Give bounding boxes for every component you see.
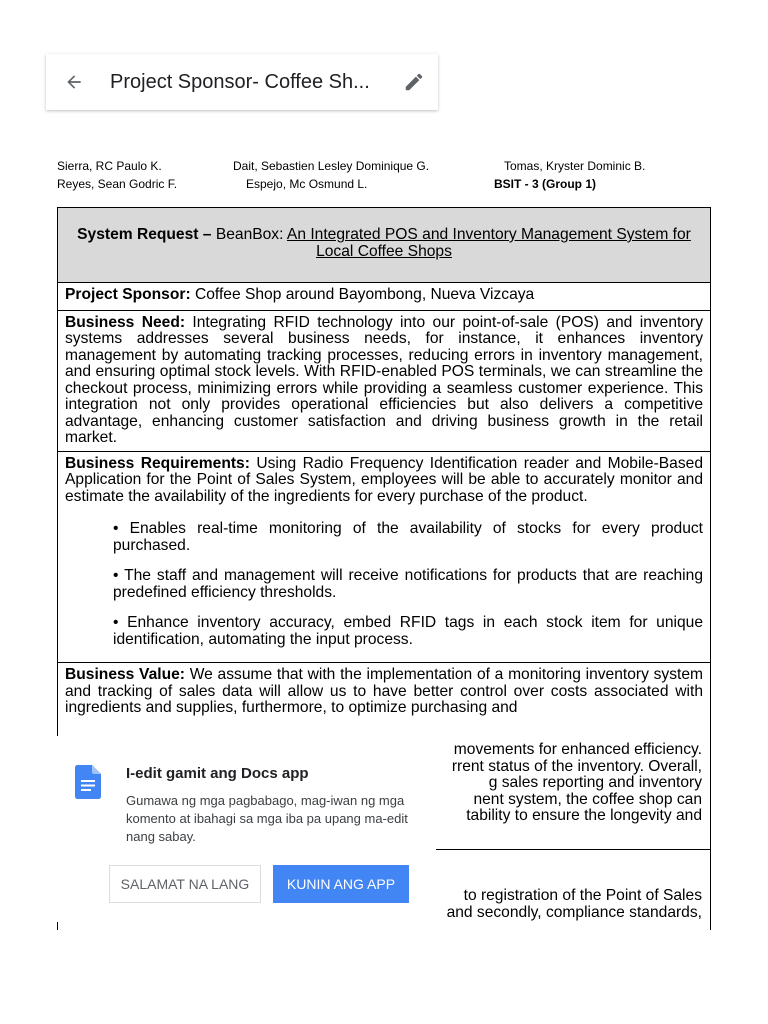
top-app-bar <box>46 54 438 110</box>
system-request-prefix: BeanBox: <box>211 226 287 243</box>
system-request-label: System Request – <box>77 226 212 243</box>
text-fragment: and secondly, compliance standards, <box>446 903 702 921</box>
requirement-bullet: • The staff and management will receive notifications for products that are reaching predefined efficiency thresholds. <box>113 567 703 601</box>
google-docs-icon <box>75 765 101 804</box>
group-members <box>57 157 717 193</box>
business-need-cell <box>58 311 710 452</box>
back-button[interactable] <box>46 54 102 110</box>
pencil-icon <box>403 71 425 93</box>
need-label: Business Need: <box>65 313 186 331</box>
req-text: Using Radio Frequency Identification reader and Mobile-Based Application for the Point of Sales System, employees will be able to accurately monitor and estimate the availability of the ingredients for every purchase of the product. <box>65 454 703 505</box>
edit-button[interactable] <box>390 54 438 110</box>
text-fragment: g sales reporting and inventory <box>488 774 702 791</box>
text-fragment: to registration of the Point of Sales <box>463 887 702 904</box>
get-app-button[interactable]: KUNIN ANG APP <box>273 865 409 903</box>
req-label: Business Requirements: <box>65 454 250 472</box>
promo-title: I-edit gamit ang Docs app <box>126 765 309 782</box>
requirement-bullet: • Enables real-time monitoring of the availability of stocks for every product purchased. <box>113 520 703 554</box>
document-title: Project Sponsor- Coffee Sh... <box>110 70 370 93</box>
member-name: Tomas, Kryster Dominic B. <box>504 159 646 173</box>
requirement-bullet: • Enhance inventory accuracy, embed RFID tags in each stock item for unique identification, automating the input process. <box>113 614 703 648</box>
promo-body: Gumawa ng mga pagbabago, mag-iwan ng mga komento at ibahagi sa mga iba pa upang ma-edit nang sabay. <box>126 793 408 844</box>
text-fragment: tability to ensure the longevity and <box>466 807 702 824</box>
system-request-header <box>58 208 710 283</box>
cell-divider <box>436 849 710 850</box>
need-text: Integrating RFID technology into our point-of-sale (POS) and inventory systems addresses several business needs, for instance, it enhances inventory management by automating tracking processes, reducing errors in inventory management, and ensuring optimal stock levels. With RFID-enabled POS terminals, we can streamline the checkout process, minimizing errors while providing a seamless customer experience. This integration not only provides operational efficiencies but also delivers a competitive advantage, enhancing customer satisfaction and driving business growth in the retail market. <box>65 313 703 446</box>
docs-app-promo <box>56 736 436 922</box>
value-label: Business Value: <box>65 666 185 683</box>
text-fragment: rrent status of the inventory. Overall, <box>451 757 702 775</box>
system-request-title: An Integrated POS and Inventory Management System for Local Coffee Shops <box>286 226 691 260</box>
text-fragment: nent system, the coffee shop can <box>473 790 702 808</box>
dismiss-button[interactable]: SALAMAT NA LANG <box>109 865 261 903</box>
text-fragment: movements for enhanced efficiency. <box>453 741 702 758</box>
sponsor-label: Project Sponsor: <box>65 286 191 303</box>
next-cell-fragment <box>437 888 702 921</box>
member-name: Espejo, Mc Osmund L. <box>246 177 368 191</box>
sponsor-text: Coffee Shop around Bayombong, Nueva Vizcaya <box>190 286 535 303</box>
business-value-continued <box>437 742 702 825</box>
business-value-cell <box>58 663 710 721</box>
value-text: We assume that with the implementation of a monitoring inventory system and tracking of sales data will allow us to have better control over costs associated with ingredients and supplies, furthermore, to optimize purchasing and <box>65 666 703 716</box>
member-name: Dait, Sebastien Lesley Dominique G. <box>233 159 430 173</box>
member-name: Reyes, Sean Godric F. <box>57 177 178 191</box>
business-requirements-cell <box>58 452 710 664</box>
arrow-back-icon <box>64 72 84 92</box>
member-name: Sierra, RC Paulo K. <box>57 159 162 173</box>
project-sponsor-cell <box>58 283 710 311</box>
section-label: BSIT - 3 (Group 1) <box>494 177 596 191</box>
